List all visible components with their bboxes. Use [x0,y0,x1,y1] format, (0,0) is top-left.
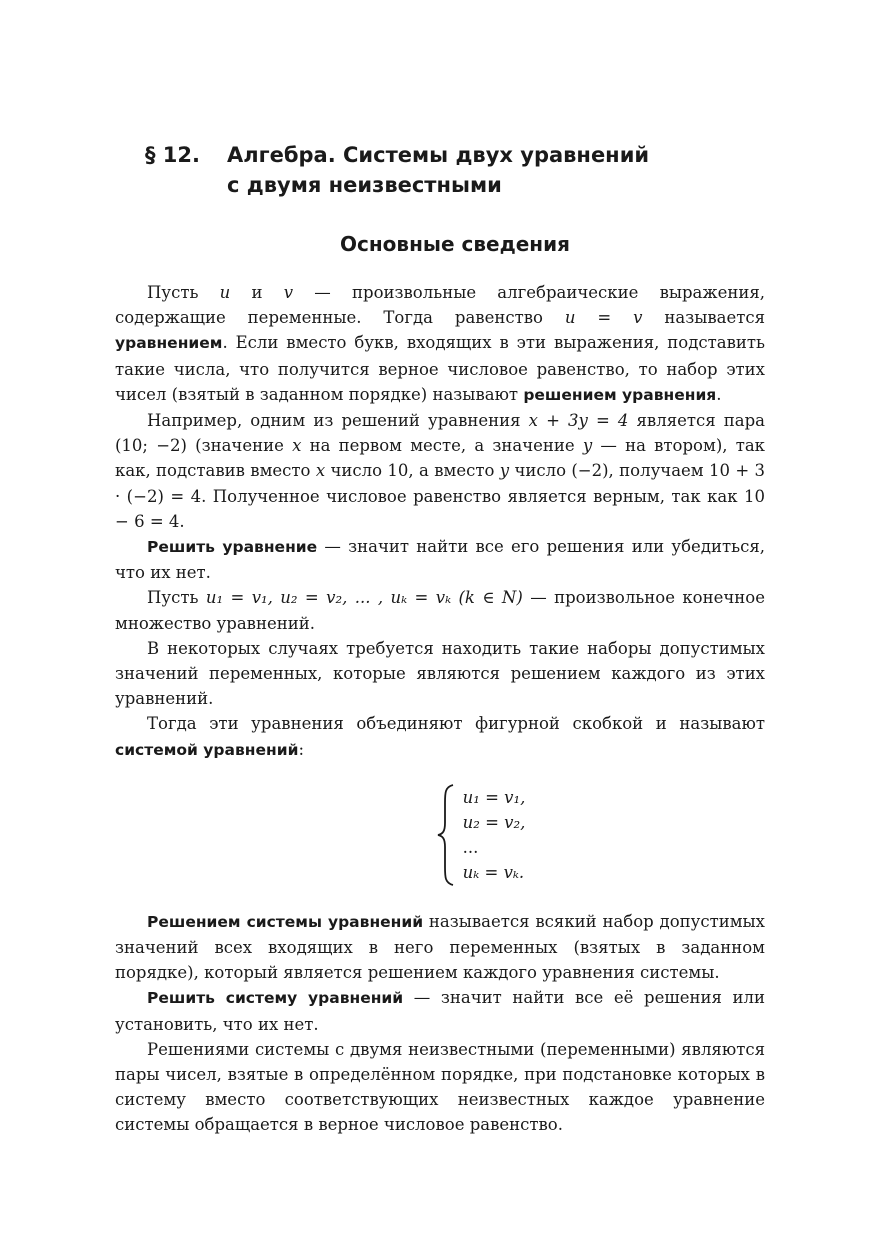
text: называется [642,308,765,328]
curly-brace-icon [435,783,457,887]
math-y: y [582,436,593,456]
term-system: системой уравнений [115,740,299,759]
math-equation: x + 3y = 4 [528,411,629,431]
text: Тогда эти уравнения объединяют фигурной скобкой и называют [147,714,765,734]
text: . [716,384,722,404]
chapter-title-line2: с двумя неизвестными [227,173,502,197]
paragraph-2 [115,408,765,534]
math-u: u [219,283,231,302]
text: : [298,739,304,759]
chapter-number: § 12. [145,143,201,167]
system-equation-k: uₖ = vₖ. [462,862,525,882]
term-solve-system: Решить систему уравнений [147,989,404,1008]
equation-system [115,783,765,887]
text: Пусть [147,283,220,302]
paragraph-7 [115,909,765,986]
paragraph-8 [115,985,765,1036]
text: Пусть [147,588,206,608]
term-equation: уравнением [115,334,223,353]
paragraph-1 [115,280,765,408]
math-equation: u = v [564,308,643,328]
text: и [230,283,284,302]
system-equation-2: u₂ = v₂, [462,812,526,832]
text: — произвольные алгебраические выражения, содержащие переменные. Тогда равенство [115,283,765,328]
term-system-solution: Решением системы уравнений [147,912,424,931]
text: . Если вместо букв, входящих в эти выражения, подставить такие числа, что получится верное числовое равенство, то набор этих чисел (взятый в заданном порядке) называют [115,333,765,404]
chapter-heading [145,140,765,200]
paragraph-4 [115,585,765,635]
term-solve-equation: Решить уравнение [147,538,318,557]
paragraph-5: В некоторых случаях требуется находить такие наборы допустимых значений переменных, которые являются решением каждого из этих уравнений. [115,638,765,709]
text: — произвольное конечное множество уравнений. [115,588,765,633]
text: — значит найти все его решения или убедиться, что их нет. [115,537,765,583]
term-equation-solution: решением уравнения [523,385,717,404]
system-ellipsis: ... [462,837,479,857]
text: — на втором), так как, подставив вместо [115,436,765,481]
text: на первом месте, а значение [301,436,583,456]
math-x: x [292,436,302,456]
text: является пара (10; −2) (значение [115,411,765,456]
section-title: Основные сведения [340,232,570,256]
text: называется всякий набор допустимых значений всех входящих в него переменных (взятых в заданном порядке), который является решением каждого уравнения системы. [115,911,765,983]
math-v: v [283,283,294,302]
paragraph-6 [115,711,765,762]
text: число (−2), получаем 10 + 3 · (−2) = 4. Полученное числовое равенство является верным, так как 10 − 6 = 4. [115,461,766,531]
chapter-title-line1: Алгебра. Системы двух уравнений [227,143,650,167]
text: число 10, а вместо [325,461,500,481]
text: — значит найти все её решения или установить, что их нет. [115,988,765,1034]
math-x: x [315,461,326,481]
system-equations [463,783,526,887]
math-y: y [499,461,510,481]
chapter-title [227,140,765,200]
system-equation-1: u₁ = v₁, [462,787,526,807]
text: Например, одним из решений уравнения [147,411,529,431]
paragraph-3 [115,534,765,585]
math-equation-set: u₁ = v₁, u₂ = v₂, ... , uₖ = vₖ (k ∈ N) [205,588,523,608]
paragraph-9: Решениями системы с двумя неизвестными (переменными) являются пары чисел, взятые в определённом порядке, при подстановке которых в систему вместо соответствующих неизвестных каждое уравнение системы обращается в верное числовое равенство. [115,1039,765,1135]
page-content [115,140,765,1138]
